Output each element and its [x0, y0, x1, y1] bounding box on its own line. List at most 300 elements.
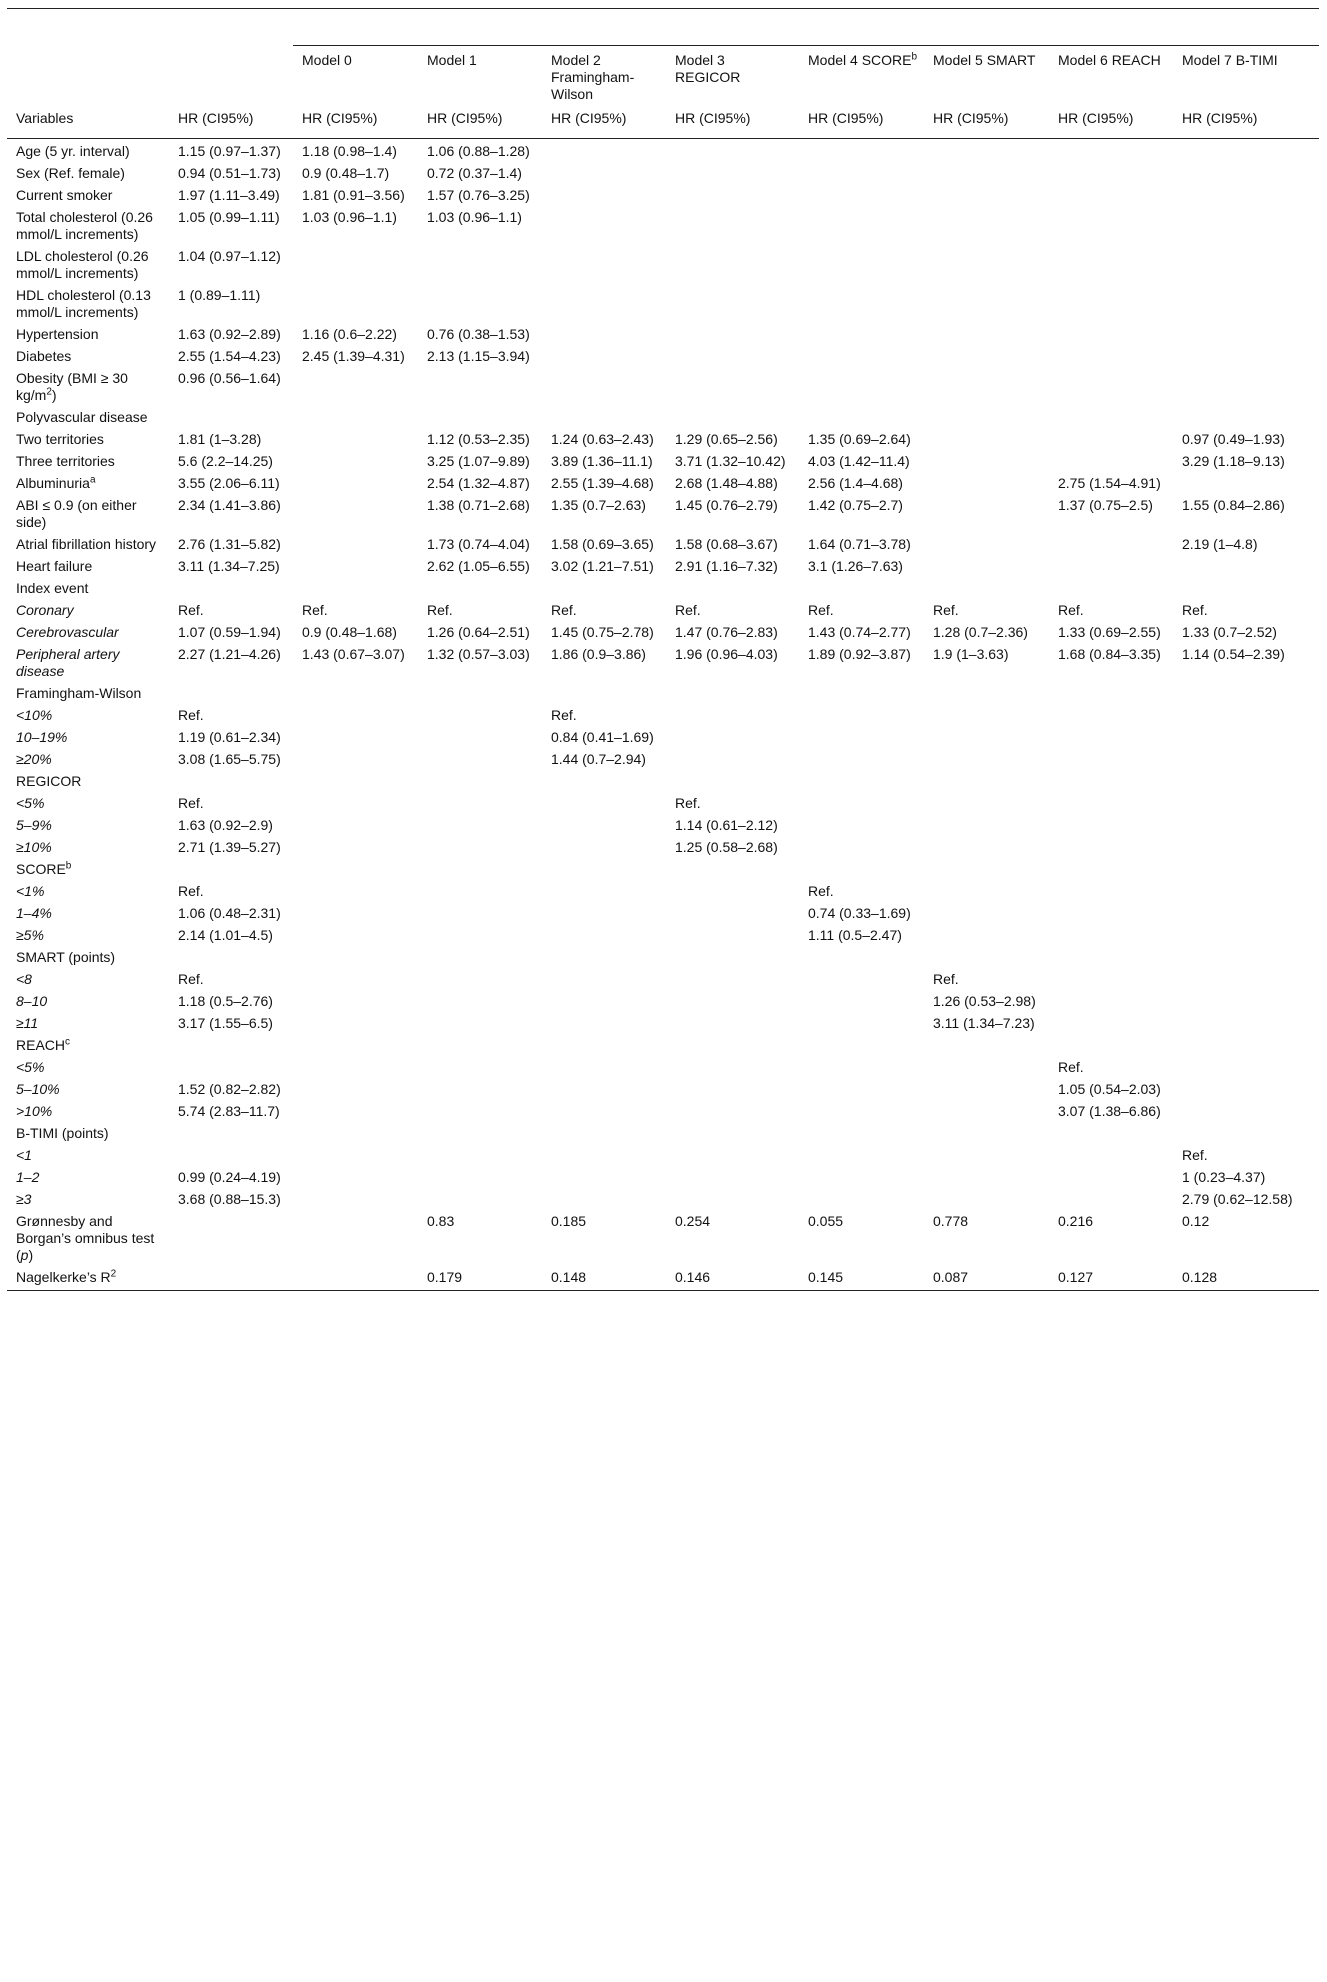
hr-cell — [418, 1055, 542, 1077]
hr-cell — [1173, 344, 1319, 366]
hr-cell: 1.19 (0.61–2.34) — [178, 729, 281, 745]
hr-cell — [799, 1099, 924, 1121]
hr-cell — [1049, 1143, 1173, 1165]
hr-cell: 1.32 (0.57–3.03) — [427, 646, 530, 662]
hr-cell: 1.25 (0.58–2.68) — [675, 839, 778, 855]
header-model-6: Model 4 SCORE$^b$ — [808, 51, 918, 68]
hr-cell: Ref. — [551, 707, 577, 723]
row-label: Albuminuria$^a$ — [16, 474, 96, 491]
hr-cell: 2.75 (1.54–4.91) — [1058, 475, 1161, 491]
row-label: <5% — [16, 1059, 45, 1075]
hr-cell — [169, 1055, 293, 1077]
hr-cell — [924, 532, 1049, 554]
hr-cell — [924, 427, 1049, 449]
hr-cell — [293, 1033, 418, 1055]
hr-cell — [542, 813, 666, 835]
header-model-8: Model 6 REACH — [1058, 52, 1161, 68]
hr-cell — [293, 366, 418, 405]
hr-cell — [418, 813, 542, 835]
hr-cell — [1049, 703, 1173, 725]
hr-cell — [1173, 1121, 1319, 1143]
hr-cell: 1.96 (0.96–4.03) — [675, 646, 778, 662]
hr-cell — [542, 1033, 666, 1055]
hr-cell: 2.14 (1.01–4.5) — [178, 927, 273, 943]
hr-cell: 1.63 (0.92–2.89) — [178, 326, 281, 342]
header-variables: Variables — [7, 110, 169, 139]
hr-cell — [924, 835, 1049, 857]
row-label: ≥20% — [16, 751, 52, 767]
table-row — [7, 183, 1319, 205]
hr-cell: 1.43 (0.67–3.07) — [302, 646, 405, 662]
header-hr-ci: HR (CI95%) — [1049, 110, 1173, 139]
row-label: Heart failure — [16, 558, 93, 574]
hr-cell: 0.9 (0.48–1.68) — [302, 624, 397, 640]
header-hr-ci: HR (CI95%) — [1173, 110, 1319, 139]
hr-cell — [1049, 205, 1173, 244]
hr-cell: 1.26 (0.64–2.51) — [427, 624, 530, 640]
table-row — [7, 747, 1319, 769]
hr-cell: 3.68 (0.88–15.3) — [178, 1191, 281, 1207]
hr-cell — [169, 681, 293, 703]
hr-cell — [924, 1055, 1049, 1077]
hr-cell — [1173, 791, 1319, 813]
hr-cell: 1.11 (0.5–2.47) — [808, 927, 902, 943]
hr-cell: 0.74 (0.33–1.69) — [808, 905, 911, 921]
hr-cell — [418, 901, 542, 923]
hr-cell: 1.9 (1–3.63) — [933, 646, 1009, 662]
hr-cell: 3.25 (1.07–9.89) — [427, 453, 530, 469]
hr-cell — [293, 405, 418, 427]
hr-cell — [799, 1187, 924, 1209]
hr-cell — [924, 1033, 1049, 1055]
hr-cell — [924, 1165, 1049, 1187]
hr-cell: 1.73 (0.74–4.04) — [427, 536, 530, 552]
hr-cell — [799, 945, 924, 967]
hr-cell: 1.81 (1–3.28) — [178, 431, 262, 447]
hr-cell — [799, 769, 924, 791]
table-row — [7, 835, 1319, 857]
hr-cell: 0.185 — [551, 1213, 587, 1229]
hr-cell — [293, 1121, 418, 1143]
hr-cell: 1 (0.89–1.11) — [178, 287, 261, 303]
header-row-groups — [7, 9, 1319, 46]
hr-cell: 1.03 (0.96–1.1) — [427, 209, 522, 225]
row-label: Polyvascular disease — [16, 409, 148, 425]
table-row — [7, 791, 1319, 813]
row-label: Index event — [16, 580, 89, 596]
header-hr-ci: HR (CI95%) — [169, 110, 293, 139]
hr-cell — [1049, 747, 1173, 769]
hr-cell — [924, 1187, 1049, 1209]
table-row — [7, 598, 1319, 620]
row-label: Age (5 yr. interval) — [16, 143, 130, 159]
hr-cell — [1049, 989, 1173, 1011]
hr-cell — [799, 139, 924, 162]
hr-cell — [924, 283, 1049, 322]
hr-cell — [666, 405, 799, 427]
row-label: <1 — [16, 1147, 32, 1163]
hr-cell — [418, 747, 542, 769]
hr-cell — [293, 813, 418, 835]
hr-cell — [418, 725, 542, 747]
hr-cell — [169, 1209, 293, 1265]
hr-cell — [1173, 901, 1319, 923]
hr-cell — [924, 161, 1049, 183]
hr-cell — [1173, 244, 1319, 283]
hr-cell: 1.03 (0.96–1.1) — [302, 209, 397, 225]
hr-cell: 0.96 (0.56–1.64) — [178, 370, 281, 386]
row-label: <10% — [16, 707, 53, 723]
hr-cell — [666, 989, 799, 1011]
row-label: Nagelkerke’s $R^2$ — [7, 1265, 169, 1291]
header-hr-ci: HR (CI95%) — [293, 110, 418, 139]
hr-cell — [924, 747, 1049, 769]
footnote-mark: a — [89, 474, 96, 486]
hr-cell — [1049, 532, 1173, 554]
hr-cell — [666, 1055, 799, 1077]
hr-cell: 1.14 (0.54–2.39) — [1182, 646, 1285, 662]
hr-cell: 0.128 — [1173, 1265, 1319, 1291]
hr-cell — [293, 879, 418, 901]
table-row — [7, 879, 1319, 901]
table-row — [7, 139, 1319, 162]
table-row — [7, 989, 1319, 1011]
hr-cell: 3.08 (1.65–5.75) — [178, 751, 281, 767]
hr-cell — [1173, 923, 1319, 945]
hr-cell — [293, 576, 418, 598]
hr-cell: 1.33 (0.7–2.52) — [1182, 624, 1277, 640]
row-label: Coronary — [16, 602, 74, 618]
hr-cell — [799, 576, 924, 598]
hr-cell — [666, 366, 799, 405]
hr-cell — [1049, 967, 1173, 989]
hr-cell: 0.84 (0.41–1.69) — [551, 729, 654, 745]
hr-cell — [418, 835, 542, 857]
hr-cell — [542, 1099, 666, 1121]
hr-cell: 1 (0.23–4.37) — [1182, 1169, 1266, 1185]
hr-cell: Ref. — [1058, 602, 1084, 618]
hr-cell — [418, 244, 542, 283]
hr-cell: 2.91 (1.16–7.32) — [675, 558, 778, 574]
hr-cell — [418, 1165, 542, 1187]
header-model-7: Model 5 SMART — [933, 52, 1036, 68]
hr-cell — [924, 139, 1049, 162]
hr-cell — [418, 923, 542, 945]
hr-cell — [1173, 161, 1319, 183]
hr-cell — [799, 366, 924, 405]
table-row — [7, 967, 1319, 989]
table-row — [7, 366, 1319, 405]
hr-cell — [1049, 244, 1173, 283]
table-row — [7, 1077, 1319, 1099]
hr-cell: 1.35 (0.7–2.63) — [551, 497, 646, 513]
hr-cell: 5.74 (2.83–11.7) — [178, 1103, 280, 1119]
row-label: SCORE$^b$ — [16, 860, 72, 877]
hr-cell: 1.35 (0.69–2.64) — [808, 431, 911, 447]
hr-cell: Ref. — [933, 602, 959, 618]
hr-cell — [799, 1033, 924, 1055]
hr-cell — [666, 747, 799, 769]
row-label: 10–19% — [16, 729, 68, 745]
hr-cell — [924, 791, 1049, 813]
hr-cell — [293, 493, 418, 532]
hr-cell: 0.97 (0.49–1.93) — [1182, 431, 1285, 447]
hr-cell — [666, 725, 799, 747]
hr-cell — [1049, 1165, 1173, 1187]
hr-cell — [1049, 769, 1173, 791]
hr-cell — [542, 139, 666, 162]
hr-cell — [799, 813, 924, 835]
row-label: ≥3 — [16, 1191, 32, 1207]
table-row — [7, 681, 1319, 703]
row-label: 1–4% — [16, 905, 52, 921]
hr-cell: 1.43 (0.74–2.77) — [808, 624, 911, 640]
hr-cell: 1.14 (0.61–2.12) — [675, 817, 778, 833]
hr-cell — [799, 1121, 924, 1143]
hr-cell: Ref. — [178, 971, 204, 987]
row-label: Grønnesby and Borgan’s omnibus test (p) — [16, 1213, 155, 1263]
hr-cell — [293, 554, 418, 576]
hr-cell: Ref. — [808, 883, 834, 899]
row-label: Current smoker — [16, 187, 113, 203]
hr-cell — [799, 1011, 924, 1033]
hr-cell — [666, 703, 799, 725]
row-label: REACH$^c$ — [16, 1036, 71, 1053]
hr-cell — [924, 205, 1049, 244]
hr-cell: 0.087 — [924, 1265, 1049, 1291]
hr-cell — [418, 945, 542, 967]
header-row-measures — [7, 110, 1319, 139]
hr-cell — [418, 791, 542, 813]
hr-cell — [799, 1055, 924, 1077]
hr-cell — [542, 769, 666, 791]
hr-cell — [293, 901, 418, 923]
table-row — [7, 857, 1319, 879]
hr-cell — [666, 183, 799, 205]
hr-cell: Ref. — [675, 602, 701, 618]
hr-cell — [666, 1187, 799, 1209]
hr-cell: Ref. — [1058, 1059, 1084, 1075]
hr-cell — [1049, 139, 1173, 162]
results-table-container — [7, 8, 1319, 1291]
hr-cell — [293, 1099, 418, 1121]
hr-cell — [293, 989, 418, 1011]
hr-cell: 0.99 (0.24–4.19) — [178, 1169, 281, 1185]
hr-cell: 1.68 (0.84–3.35) — [1058, 646, 1161, 662]
table-row — [7, 813, 1319, 835]
row-label: REGICOR — [16, 773, 82, 789]
hr-cell — [799, 835, 924, 857]
hr-cell — [1173, 1033, 1319, 1055]
hr-cell — [169, 769, 293, 791]
hr-cell — [1049, 725, 1173, 747]
hr-cell: 0.254 — [675, 1213, 711, 1229]
hr-cell: 1.24 (0.63–2.43) — [551, 431, 654, 447]
hr-cell — [169, 576, 293, 598]
hr-cell — [799, 344, 924, 366]
hr-cell: 3.11 (1.34–7.25) — [178, 558, 280, 574]
row-label: Diabetes — [16, 348, 72, 364]
hr-cell — [1049, 901, 1173, 923]
row-label: SMART (points) — [16, 949, 116, 965]
hr-cell: 1.58 (0.69–3.65) — [551, 536, 654, 552]
hr-cell — [542, 283, 666, 322]
table-row — [7, 725, 1319, 747]
hr-cell — [418, 857, 542, 879]
table-body — [7, 139, 1319, 1291]
hr-cell: 5.6 (2.2–14.25) — [178, 453, 273, 469]
hr-cell — [666, 1121, 799, 1143]
hr-cell: 0.216 — [1058, 1213, 1094, 1229]
hr-cell — [542, 1165, 666, 1187]
table-row — [7, 427, 1319, 449]
hr-cell: 3.89 (1.36–11.1) — [551, 453, 653, 469]
hr-cell — [1049, 835, 1173, 857]
hr-cell — [799, 205, 924, 244]
hr-cell — [1173, 725, 1319, 747]
hr-cell — [666, 139, 799, 162]
hr-cell — [799, 703, 924, 725]
hr-cell — [293, 1011, 418, 1033]
hr-cell — [418, 1099, 542, 1121]
table-row — [7, 283, 1319, 322]
hr-cell — [542, 989, 666, 1011]
hr-cell — [666, 205, 799, 244]
row-label: Hypertension — [16, 326, 99, 342]
hr-cell — [666, 879, 799, 901]
hr-cell — [1049, 183, 1173, 205]
hr-cell — [542, 791, 666, 813]
hr-cell: 1.04 (0.97–1.12) — [178, 248, 281, 264]
hr-cell — [542, 322, 666, 344]
hr-cell — [666, 283, 799, 322]
table-row — [7, 1265, 1319, 1291]
hr-cell — [293, 532, 418, 554]
header-empty — [7, 9, 169, 46]
hr-cell: 1.15 (0.97–1.37) — [178, 143, 281, 159]
table-row — [7, 1055, 1319, 1077]
hr-cell — [1049, 449, 1173, 471]
row-label: 1–2 — [16, 1169, 40, 1185]
hr-cell — [1049, 681, 1173, 703]
hr-cell: 1.07 (0.59–1.94) — [178, 624, 281, 640]
hr-cell — [666, 1033, 799, 1055]
hr-cell — [1173, 967, 1319, 989]
hr-cell — [666, 322, 799, 344]
hr-cell: 1.06 (0.48–2.31) — [178, 905, 281, 921]
hr-cell: 2.62 (1.05–6.55) — [427, 558, 530, 574]
hr-cell: 2.79 (0.62–12.58) — [1182, 1191, 1293, 1207]
hr-cell — [666, 1077, 799, 1099]
hr-cell — [666, 1165, 799, 1187]
hr-cell — [1049, 366, 1173, 405]
hr-cell — [924, 769, 1049, 791]
row-label: <1% — [16, 883, 45, 899]
hr-cell — [1049, 1033, 1173, 1055]
hr-cell: 0.76 (0.38–1.53) — [427, 326, 530, 342]
hr-cell — [1173, 747, 1319, 769]
hr-cell: 0.145 — [799, 1265, 924, 1291]
hr-cell: 3.02 (1.21–7.51) — [551, 558, 654, 574]
header-hr-ci: HR (CI95%) — [666, 110, 799, 139]
hr-cell: 1.45 (0.76–2.79) — [675, 497, 778, 513]
hazard-ratio-table — [7, 8, 1319, 1291]
hr-cell — [924, 1099, 1049, 1121]
hr-cell — [799, 161, 924, 183]
hr-cell — [418, 1121, 542, 1143]
hr-cell — [1049, 344, 1173, 366]
hr-cell: 1.42 (0.75–2.7) — [808, 497, 903, 513]
hr-cell — [542, 405, 666, 427]
table-row — [7, 769, 1319, 791]
hr-cell — [924, 183, 1049, 205]
hr-cell: 3.71 (1.32–10.42) — [675, 453, 786, 469]
hr-cell — [924, 322, 1049, 344]
header-model-3: Model 1 — [427, 52, 477, 68]
hr-cell — [418, 405, 542, 427]
hr-cell — [924, 681, 1049, 703]
header-model-5: Model 3 REGICOR — [675, 52, 741, 85]
hr-cell — [666, 576, 799, 598]
hr-cell — [542, 923, 666, 945]
table-row — [7, 901, 1319, 923]
hr-cell — [542, 901, 666, 923]
hr-cell — [924, 879, 1049, 901]
hr-cell — [169, 1121, 293, 1143]
hr-cell: 1.06 (0.88–1.28) — [427, 143, 530, 159]
hr-cell — [542, 205, 666, 244]
header-hr-ci: HR (CI95%) — [924, 110, 1049, 139]
hr-cell — [542, 945, 666, 967]
hr-cell: 1.26 (0.53–2.98) — [933, 993, 1036, 1009]
hr-cell — [1173, 366, 1319, 405]
hr-cell: 0.146 — [666, 1265, 799, 1291]
hr-cell — [418, 681, 542, 703]
hr-cell — [666, 1011, 799, 1033]
hr-cell — [799, 967, 924, 989]
hr-cell — [293, 1265, 418, 1291]
hr-cell — [666, 681, 799, 703]
hr-cell: Ref. — [178, 707, 204, 723]
row-label: HDL cholesterol (0.13 mmol/L increments) — [16, 287, 151, 320]
hr-cell — [293, 681, 418, 703]
header-model-footnote-mark: b — [911, 51, 918, 63]
hr-cell — [418, 989, 542, 1011]
hr-cell — [1049, 1011, 1173, 1033]
hr-cell — [1173, 1011, 1319, 1033]
hr-cell — [924, 923, 1049, 945]
hr-cell: 2.54 (1.32–4.87) — [427, 475, 530, 491]
hr-cell: 1.29 (0.65–2.56) — [675, 431, 778, 447]
row-label: ABI ≤ 0.9 (on either side) — [16, 497, 137, 530]
hr-cell: 0.9 (0.48–1.7) — [302, 165, 390, 181]
hr-cell: Ref. — [933, 971, 959, 987]
row-label: Cerebrovascular — [16, 624, 119, 640]
hr-cell — [799, 244, 924, 283]
row-label: 8–10 — [16, 993, 48, 1009]
hr-cell — [1049, 405, 1173, 427]
header-hr-ci: HR (CI95%) — [799, 110, 924, 139]
table-row — [7, 620, 1319, 642]
hr-cell — [418, 366, 542, 405]
hr-cell — [293, 923, 418, 945]
hr-cell — [1173, 139, 1319, 162]
header-model-1 — [169, 46, 293, 111]
hr-cell — [542, 879, 666, 901]
row-label: 5–10% — [16, 1081, 60, 1097]
hr-cell — [1049, 161, 1173, 183]
hr-cell — [799, 725, 924, 747]
